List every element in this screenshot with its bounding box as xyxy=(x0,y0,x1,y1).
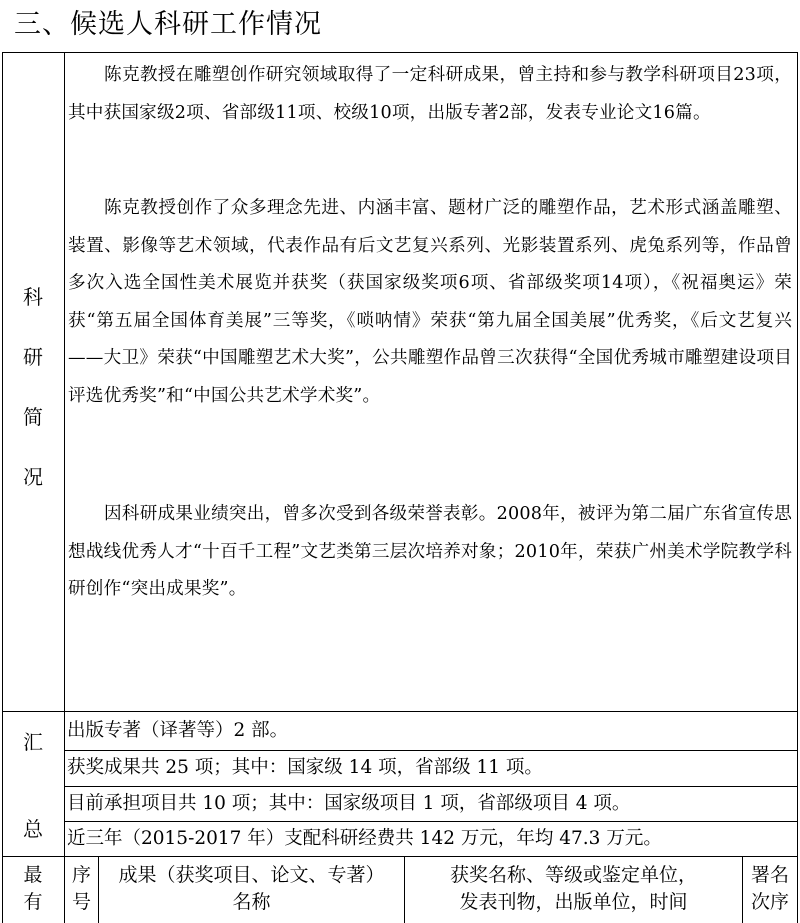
summary-row-monographs: 出版专著（译著等）2 部。 xyxy=(67,720,289,741)
col-header-title: 成果（获奖项目、论文、专著） 名称 xyxy=(118,864,385,913)
summary-side-label xyxy=(2,711,64,856)
research-side-label xyxy=(2,52,64,711)
side-label-char: 科 xyxy=(23,285,43,309)
col-header-award: 获奖名称、等级或鉴定单位， 发表刊物，出版单位，时间 xyxy=(449,864,697,913)
summary-row-awards: 获奖成果共 25 项；其中：国家级 14 项，省部级 11 项。 xyxy=(67,757,543,778)
side-label-char: 总 xyxy=(23,817,43,841)
side-label-char: 研 xyxy=(23,345,43,369)
summary-row-funding: 近三年（2015-2017 年）支配科研经费共 142 万元，年均 47.3 万元。 xyxy=(67,828,662,849)
research-paragraph-2: 陈克教授创作了众多理念先进、内涵丰富、题材广泛的雕塑作品，艺术形式涵盖雕塑、装置、影像等艺术领域，代表作品有后文艺复兴系列、光影装置系列、虎兔系列等，作品曾多次入选全国性美术展览并获奖（获国家级奖项6项、省部级奖项14项），《祝福奥运》荣获“第五届全国体育美展”三等奖，《唢呐情》荣获“第九届全国美展”优秀奖，《后文艺复兴——大卫》荣获“中国雕塑艺术大奖”，公共雕塑作品曾三次获得“全国优秀城市雕塑建设项目评选优秀奖”和“中国公共艺术学术奖”。 xyxy=(68,198,792,406)
side-label-char: 简 xyxy=(23,405,43,429)
results-side-label xyxy=(2,862,64,916)
col-header-order: 署名 次序 xyxy=(750,864,789,913)
summary-bottom-border xyxy=(2,856,798,857)
side-label-char: 汇 xyxy=(23,730,43,754)
side-label-char: 况 xyxy=(23,465,43,489)
research-paragraph-3: 因科研成果业绩突出，曾多次受到各级荣誉表彰。2008年，被评为第二届广东省宣传思想战线优秀人才“十百千工程”文艺类第三层次培养对象；2010年，荣获广州美术学院教学科研创作“突出成果奖”。 xyxy=(68,504,792,599)
summary-row-projects: 目前承担项目共 10 项；其中：国家级项目 1 项，省部级项目 4 项。 xyxy=(67,793,631,814)
table-right-border xyxy=(797,52,798,923)
research-paragraph-1: 陈克教授在雕塑创作研究领域取得了一定科研成果，曾主持和参与教学科研项目23项，其中获国家级2项、省部级11项、校级10项，出版专著2部，发表专业论文16篇。 xyxy=(68,65,792,123)
label-column-divider xyxy=(64,52,65,923)
col-header-index: 序 号 xyxy=(71,864,91,913)
side-label-char: 最 xyxy=(23,864,43,886)
table-top-border xyxy=(2,52,798,53)
research-bottom-border xyxy=(2,711,798,712)
side-label-char: 有 xyxy=(23,891,43,913)
section-title: 三、候选人科研工作情况 xyxy=(14,9,322,40)
